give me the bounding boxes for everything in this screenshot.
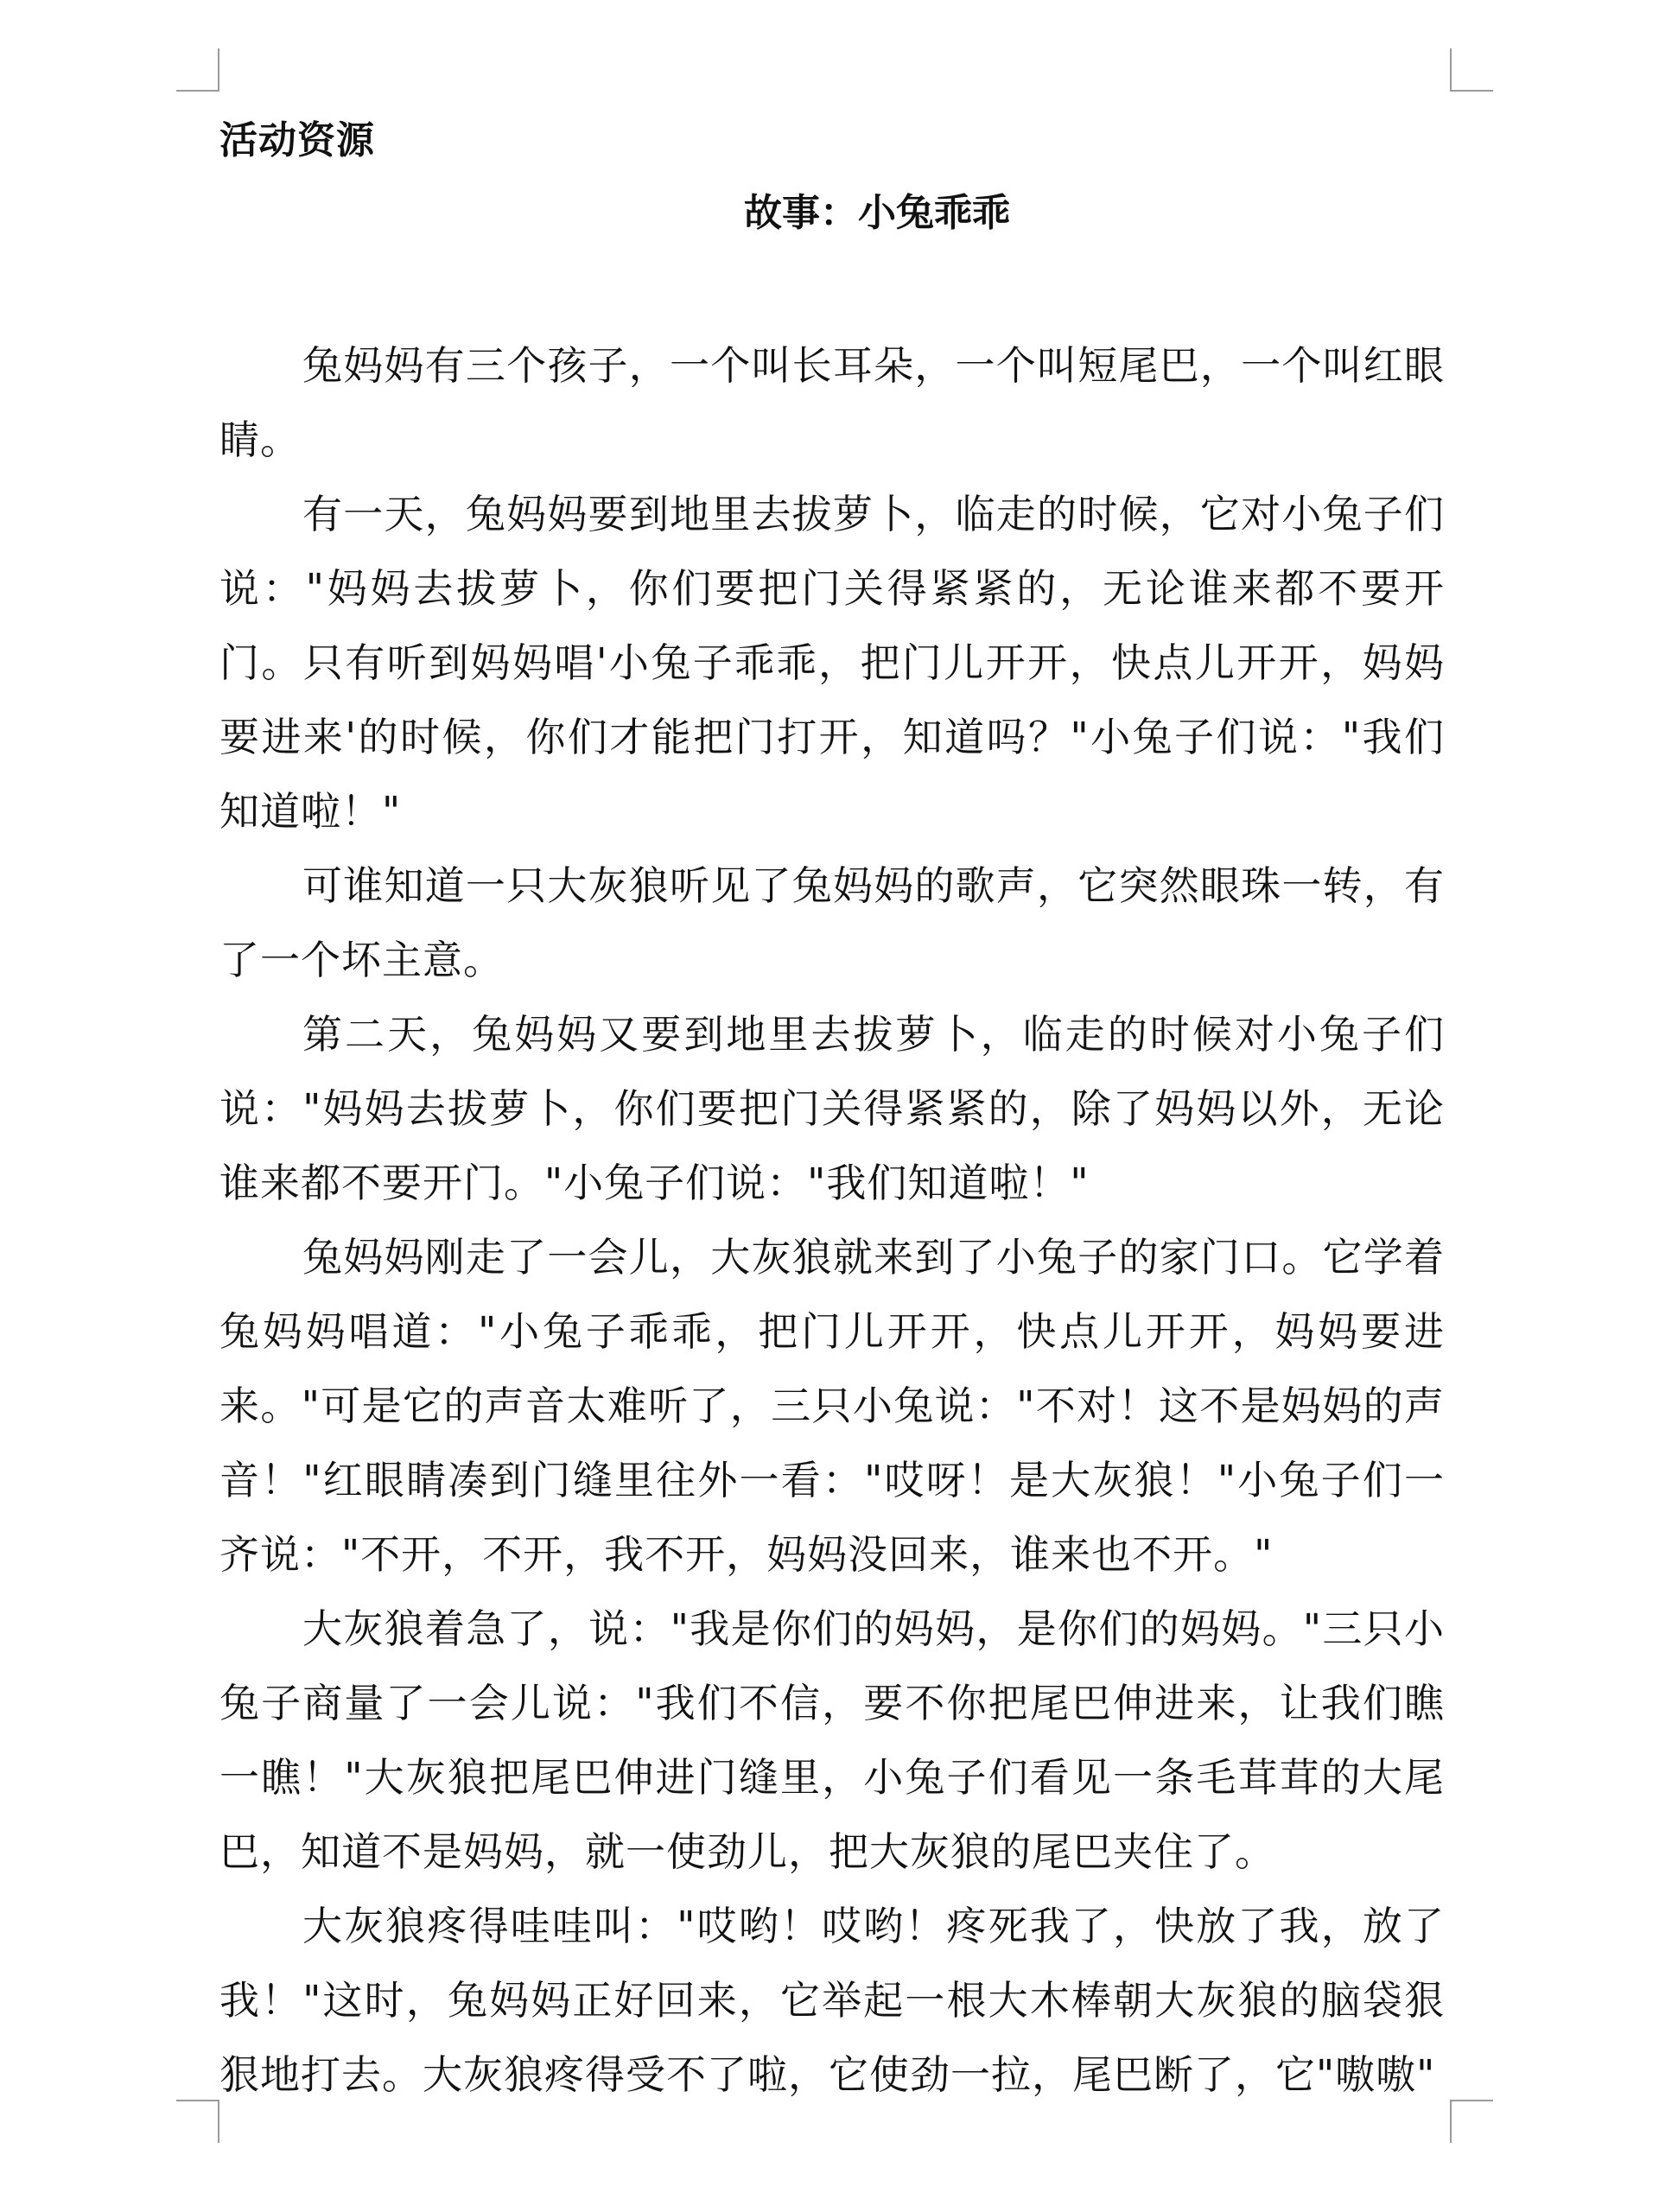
page-corner-mark-top-right bbox=[1450, 48, 1493, 92]
page-corner-mark-top-left bbox=[176, 48, 219, 92]
section-label: 活动资源 bbox=[219, 118, 375, 162]
story-paragraph: 第二天，兔妈妈又要到地里去拔萝卜，临走的时候对小兔子们说："妈妈去拔萝卜，你们要把门关得紧紧的，除了妈妈以外，无论谁来都不要开门。"小兔子们说："我们知道啦！" bbox=[219, 1011, 1445, 1206]
story-paragraph: 大灰狼着急了，说："我是你们的妈妈，是你们的妈妈。"三只小兔子商量了一会儿说："我们不信，要不你把尾巴伸进来，让我们瞧一瞧！"大灰狼把尾巴伸进门缝里，小兔子们看见一条毛茸茸的大尾巴，知道不是妈妈，就一使劲儿，把大灰狼的尾巴夹住了。 bbox=[219, 1605, 1445, 1875]
story-paragraph: 兔妈妈有三个孩子，一个叫长耳朵，一个叫短尾巴，一个叫红眼睛。 bbox=[219, 342, 1445, 463]
story-title: 故事：小兔乖乖 bbox=[744, 191, 1010, 235]
page-corner-mark-bottom-right bbox=[1450, 2100, 1493, 2143]
page-corner-mark-bottom-left bbox=[176, 2100, 219, 2143]
story-paragraph: 可谁知道一只大灰狼听见了兔妈妈的歌声，它突然眼珠一转，有了一个坏主意。 bbox=[219, 862, 1445, 983]
story-paragraph: 兔妈妈刚走了一会儿，大灰狼就来到了小兔子的家门口。它学着兔妈妈唱道："小兔子乖乖，把门儿开开，快点儿开开，妈妈要进来。"可是它的声音太难听了，三只小兔说："不对！这不是妈妈的声音！"红眼睛凑到门缝里往外一看："哎呀！是大灰狼！"小兔子们一齐说："不开，不开，我不开，妈妈没回来，谁来也不开。" bbox=[219, 1234, 1445, 1578]
story-paragraph: 大灰狼疼得哇哇叫："哎哟！哎哟！疼死我了，快放了我，放了我！"这时，兔妈妈正好回来，它举起一根大木棒朝大灰狼的脑袋狠狠地打去。大灰狼疼得受不了啦，它使劲一拉，尾巴断了，它"嗷嗷" bbox=[219, 1903, 1445, 2098]
story-body bbox=[219, 328, 1445, 2112]
story-paragraph: 有一天，兔妈妈要到地里去拔萝卜，临走的时候，它对小兔子们说："妈妈去拔萝卜，你们要把门关得紧紧的，无论谁来都不要开门。只有听到妈妈唱'小兔子乖乖，把门儿开开，快点儿开开，妈妈要进来'的时候，你们才能把门打开，知道吗？"小兔子们说："我们知道啦！" bbox=[219, 491, 1445, 835]
